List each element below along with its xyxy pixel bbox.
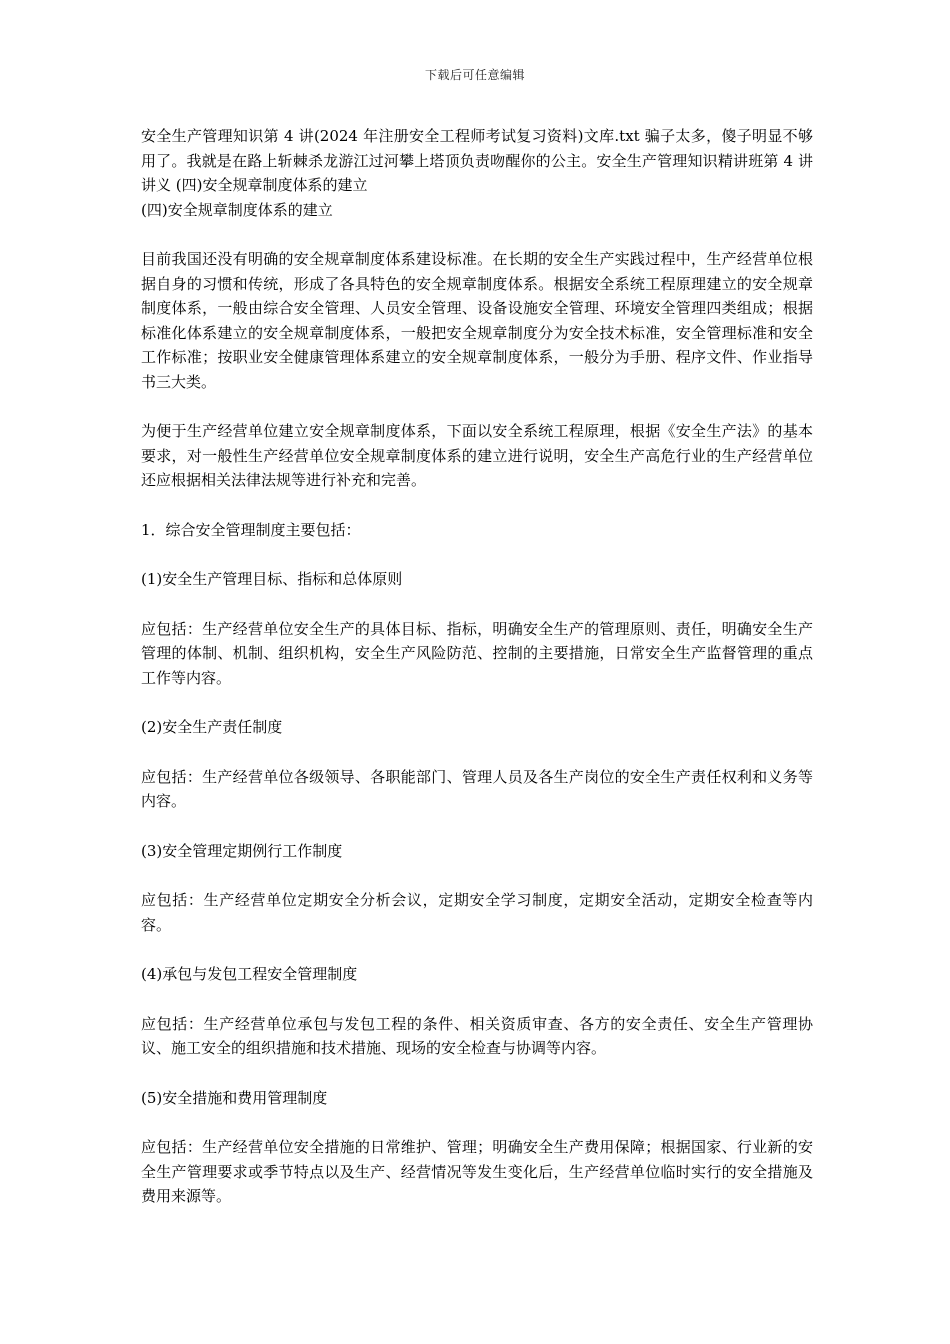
body-paragraph: 为便于生产经营单位建立安全规章制度体系，下面以安全系统工程原理，根据《安全生产法》的基本要求，对一般性生产经营单位安全规章制度体系的建立进行说明，安全生产高危行业的生产经营单位还应根据相关法律法规等进行补充和完善。 [141,422,813,489]
item-title: (3)安全管理定期例行工作制度 [141,841,343,860]
item-title: (4)承包与发包工程安全管理制度 [141,965,358,983]
document-body [141,124,813,1209]
page-header: 下载后可任意编辑 [424,68,525,82]
item-title: (5)安全措施和费用管理制度 [141,1088,328,1107]
item-body: 应包括：生产经营单位承包与发包工程的条件、相关资质审查、各方的安全责任、安全生产管理协议、施工安全的组织措施和技术措施、现场的安全检查与协调等内容。 [141,1014,813,1057]
item-body: 应包括：生产经营单位安全措施的日常维护、管理；明确安全生产费用保障；根据国家、行业新的安全生产管理要求或季节特点以及生产、经营情况等发生变化后，生产经营单位临时实行的安全措施及费用来源等。 [141,1138,813,1205]
body-paragraph: 目前我国还没有明确的安全规章制度体系建设标准。在长期的安全生产实践过程中，生产经营单位根据自身的习惯和传统，形成了各具特色的安全规章制度体系。根据安全系统工程原理建立的安全规章制度体系，一般由综合安全管理、人员安全管理、设备设施安全管理、环境安全管理四类组成；根据标准化体系建立的安全规章制度体系，一般把安全规章制度分为安全技术标准，安全管理标准和安全工作标准；按职业安全健康管理体系建立的安全规章制度体系，一般分为手册、程序文件、作业指导书三大类。 [141,250,813,391]
section-title: (四)安全规章制度体系的建立 [141,200,333,219]
item-title: (2)安全生产责任制度 [141,718,283,736]
item-title: (1)安全生产管理目标、指标和总体原则 [141,570,403,588]
item-body: 应包括：生产经营单位各级领导、各职能部门、管理人员及各生产岗位的安全生产责任权利和义务等内容。 [141,767,813,810]
list-heading: 1．综合安全管理制度主要包括： [141,520,361,539]
item-body: 应包括：生产经营单位定期安全分析会议，定期安全学习制度，定期安全活动，定期安全检查等内容。 [141,891,813,934]
intro-paragraph: 安全生产管理知识第 4 讲(2024 年注册安全工程师考试复习资料)文库.txt 骗子太多，傻子明显不够用了。我就是在路上斩棘杀龙游江过河攀上塔顶负责吻醒你的公主。安全生产管理知识精讲班第 4 讲讲义 (四)安全规章制度体系的建立 [141,127,813,194]
item-body: 应包括：生产经营单位安全生产的具体目标、指标，明确安全生产的管理原则、责任，明确安全生产管理的体制、机制、组织机构，安全生产风险防范、控制的主要措施，日常安全生产监督管理的重点工作等内容。 [141,619,813,687]
